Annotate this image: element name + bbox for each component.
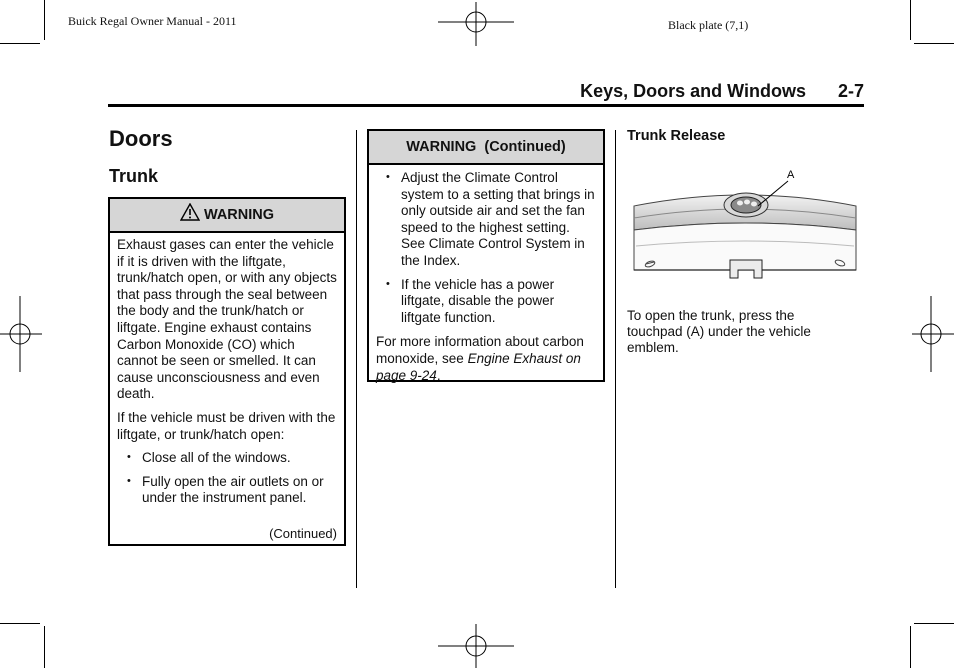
print-header-right: Black plate (7,1) — [668, 18, 749, 32]
warning-paragraph: Exhaust gases can enter the vehicle if it is driven with the liftgate, trunk/hatch open, or with any objects that pass through the seal between the body and the trunk/hatch or liftgate. Engine exhaust contains Carbon Monoxide (CO) which cannot be seen or smelled. It can cause unconsciousness and even death. — [117, 237, 337, 402]
page-number: 2-7 — [837, 81, 864, 101]
registration-mark-icon — [438, 2, 514, 46]
trunk-release-text: To open the trunk, press the touchpad (A) under the vehicle emblem. — [627, 308, 811, 355]
section-header — [108, 80, 864, 107]
registration-mark-icon — [0, 296, 42, 372]
warning-box — [108, 197, 346, 546]
heading-trunk-release: Trunk Release — [627, 128, 726, 144]
column-divider — [615, 130, 616, 588]
cross-reference-link[interactable]: Engine Exhaust on page 9-24 — [376, 350, 581, 383]
trunk-touchpad-illustration — [630, 166, 860, 286]
print-header-left: Buick Regal Owner Manual - 2011 — [68, 14, 237, 28]
warning-bullet-list — [376, 170, 597, 326]
warning-header — [110, 199, 344, 233]
callout-label: A — [787, 169, 795, 181]
warning-bullet-list — [117, 450, 338, 507]
list-item: • Fully open the air outlets on or under the instrument panel. — [117, 474, 338, 507]
warning-label: WARNING (Continued) — [406, 139, 566, 155]
heading-doors: Doors — [109, 126, 173, 151]
list-item: • If the vehicle has a power liftgate, disable the power liftgate function. — [376, 277, 597, 327]
crop-mark — [910, 0, 911, 40]
crop-mark — [0, 43, 40, 44]
list-item: • Close all of the windows. — [117, 450, 338, 467]
more-info-text: For more information about carbon monoxide, see — [376, 334, 584, 366]
continued-label: (Continued) — [269, 526, 337, 541]
heading-trunk: Trunk — [109, 166, 159, 186]
crop-mark — [44, 0, 45, 40]
warning-paragraph: If the vehicle must be driven with the liftgate, or trunk/hatch open: — [117, 409, 336, 442]
warning-header — [369, 131, 603, 165]
crop-mark — [914, 43, 954, 44]
warning-icon — [180, 203, 200, 221]
warning-paragraph — [376, 334, 597, 384]
warning-label: WARNING — [203, 207, 275, 223]
list-item: • Adjust the Climate Control system to a setting that brings in only outside air and set the fan speed to the highest setting. See Climate Control System in the Index. — [376, 170, 597, 270]
column-divider — [356, 130, 357, 588]
crop-mark — [0, 623, 40, 624]
more-info-suffix: . — [436, 367, 441, 383]
warning-box-continued — [367, 129, 605, 382]
crop-mark — [914, 623, 954, 624]
crop-mark — [44, 626, 45, 668]
section-title: Keys, Doors and Windows — [580, 81, 806, 101]
registration-mark-icon — [438, 624, 514, 668]
registration-mark-icon — [912, 296, 954, 372]
crop-mark — [910, 626, 911, 668]
